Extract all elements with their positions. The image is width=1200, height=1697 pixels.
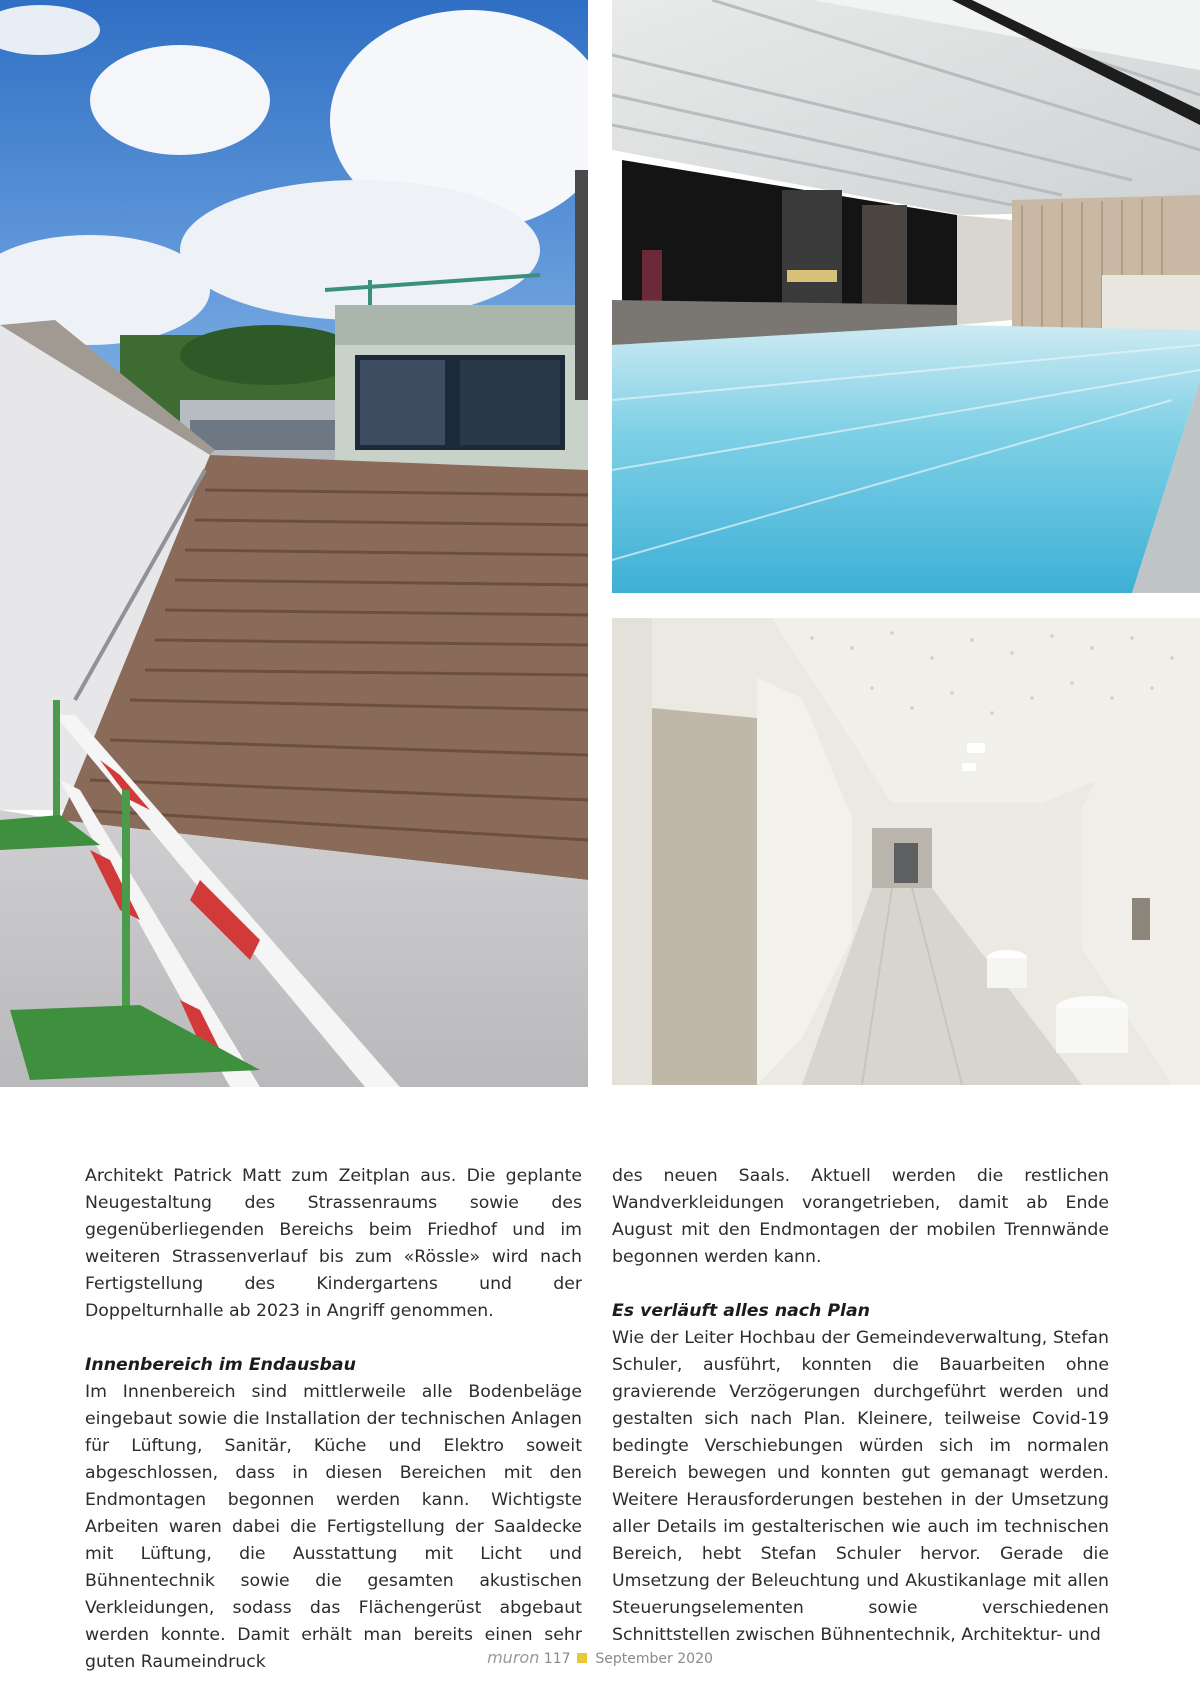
photo-exterior-stairs <box>0 0 588 1087</box>
photo-corridor <box>612 618 1200 1085</box>
section-heading: Innenbereich im Endausbau <box>85 1355 356 1375</box>
magazine-name: muron <box>487 1648 540 1667</box>
article-paragraph: Wie der Leiter Hochbau der Gemeindeverwaltung, Stefan Schuler, ausführt, konnten die Bauarbeiten ohne gravierende Verzögerungen durchgeführt werden und gestalten sich nach Plan. Kleinere, teilweise Covid-19 bedingte Verschiebungen würden sich im normalen Bereich bewegen und konnten gut gemanagt werden. Weitere Herausforderungen bestehen in der Umsetzung aller Details im gestalterischen wie auch im technischen Bereich, hebt Stefan Schuler hervor. Gerade die Umsetzung der Beleuchtung und Akustikanlage mit allen Steuerungselementen sowie verschiedenen Schnittstellen zwischen Bühnentechnik, Architektur- und <box>612 1328 1109 1645</box>
page-footer <box>0 1648 1200 1667</box>
footer-square-icon <box>577 1653 587 1663</box>
photo-hall-interior <box>612 0 1200 593</box>
issue-date: September 2020 <box>595 1651 713 1667</box>
article-paragraph: Architekt Patrick Matt zum Zeitplan aus. Die geplante Neugestaltung des Strassenraums sowie des gegenüberliegenden Bereichs beim Friedhof und im weiteren Strassenverlauf bis zum «Rössle» wird nach Fertigstellung des Kindergartens und der Doppelturnhalle ab 2023 in Angriff genommen. <box>85 1166 582 1321</box>
article-paragraph: Im Innenbereich sind mittlerweile alle Bodenbeläge eingebaut sowie die Installation der technischen Anlagen für Lüftung, Sanitär, Küche und Elektro soweit abgeschlossen, dass in diesen Bereichen mit den Endmontagen begonnen werden kann. Wichtigste Arbeiten waren dabei die Fertigstellung der Saaldecke mit Lüftung, die Ausstattung mit Licht und Bühnentechnik sowie die gesamten akustischen Verkleidungen, sodass das Flächengerüst abgebaut werden konnte. Damit erhält man bereits einen sehr guten Raumeindruck <box>85 1382 582 1672</box>
issue-number: 117 <box>543 1651 571 1667</box>
section-heading: Es verläuft alles nach Plan <box>612 1301 870 1321</box>
article-paragraph: des neuen Saals. Aktuell werden die restlichen Wandverkleidungen vorangetrieben, damit ab Ende August mit den Endmontagen der mobilen Trennwände begonnen werden kann. <box>612 1166 1109 1267</box>
article-column-right <box>612 1163 1109 1649</box>
article-column-left <box>85 1163 582 1676</box>
